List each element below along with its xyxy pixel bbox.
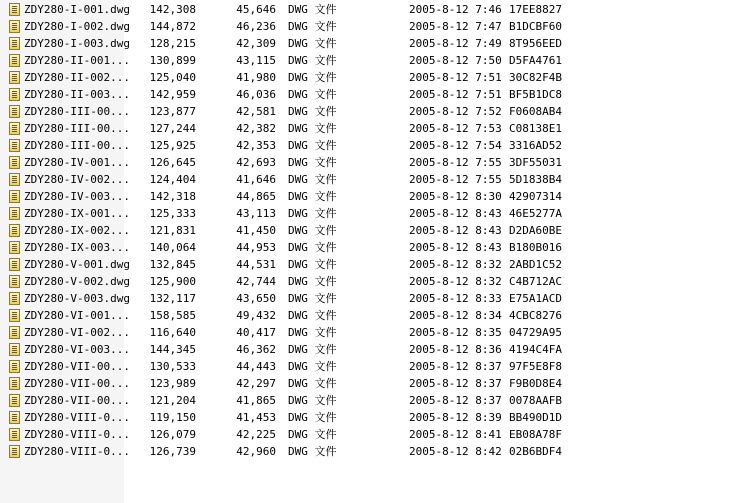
dwg-file-icon xyxy=(9,224,20,237)
file-name: ZDY280-IV-003... xyxy=(24,190,130,203)
file-modified: 2005-8-12 7:51 xyxy=(409,71,502,84)
dwg-file-icon xyxy=(9,156,20,169)
dwg-file-icon xyxy=(9,241,20,254)
file-row[interactable] xyxy=(0,324,744,341)
file-row[interactable] xyxy=(0,375,744,392)
file-type: DWG 文件 xyxy=(288,258,337,271)
file-type: DWG 文件 xyxy=(288,343,337,356)
file-size: 41,453 xyxy=(236,411,276,424)
file-name: ZDY280-II-001... xyxy=(24,54,130,67)
dwg-file-icon xyxy=(9,20,20,33)
file-modified: 2005-8-12 8:30 xyxy=(409,190,502,203)
dwg-file-icon xyxy=(9,71,20,84)
file-modified: 2005-8-12 7:46 xyxy=(409,3,502,16)
file-row[interactable] xyxy=(0,307,744,324)
file-size: 41,646 xyxy=(236,173,276,186)
dwg-file-icon xyxy=(9,54,20,67)
file-name: ZDY280-I-001.dwg xyxy=(24,3,130,16)
file-modified: 2005-8-12 7:49 xyxy=(409,37,502,50)
file-packed-size: 132,845 xyxy=(149,258,196,271)
file-size: 42,297 xyxy=(236,377,276,390)
dwg-file-icon xyxy=(9,105,20,118)
file-packed-size: 125,040 xyxy=(149,71,196,84)
file-size: 43,115 xyxy=(236,54,276,67)
file-packed-size: 123,877 xyxy=(149,105,196,118)
file-crc: E75A1ACD xyxy=(509,292,562,305)
file-name: ZDY280-IV-001... xyxy=(24,156,130,169)
file-packed-size: 142,959 xyxy=(149,88,196,101)
dwg-file-icon xyxy=(9,275,20,288)
file-type: DWG 文件 xyxy=(288,360,337,373)
file-type: DWG 文件 xyxy=(288,54,337,67)
file-modified: 2005-8-12 8:32 xyxy=(409,258,502,271)
file-type: DWG 文件 xyxy=(288,326,337,339)
file-crc: B180B016 xyxy=(509,241,562,254)
dwg-file-icon xyxy=(9,37,20,50)
file-type: DWG 文件 xyxy=(288,37,337,50)
file-name: ZDY280-IX-001... xyxy=(24,207,130,220)
file-name: ZDY280-VIII-0... xyxy=(24,445,130,458)
file-name: ZDY280-VIII-0... xyxy=(24,411,130,424)
file-crc: 30C82F4B xyxy=(509,71,562,84)
file-crc: 02B6BDF4 xyxy=(509,445,562,458)
file-crc: 04729A95 xyxy=(509,326,562,339)
file-modified: 2005-8-12 8:39 xyxy=(409,411,502,424)
file-row[interactable] xyxy=(0,86,744,103)
file-row[interactable] xyxy=(0,358,744,375)
file-type: DWG 文件 xyxy=(288,139,337,152)
file-modified: 2005-8-12 8:41 xyxy=(409,428,502,441)
file-modified: 2005-8-12 8:43 xyxy=(409,241,502,254)
file-crc: 0078AAFB xyxy=(509,394,562,407)
file-packed-size: 119,150 xyxy=(149,411,196,424)
file-row[interactable] xyxy=(0,341,744,358)
dwg-file-icon xyxy=(9,377,20,390)
file-size: 44,531 xyxy=(236,258,276,271)
dwg-file-icon xyxy=(9,292,20,305)
file-crc: BB490D1D xyxy=(509,411,562,424)
file-modified: 2005-8-12 7:47 xyxy=(409,20,502,33)
file-modified: 2005-8-12 7:50 xyxy=(409,54,502,67)
file-size: 43,113 xyxy=(236,207,276,220)
file-name: ZDY280-VII-00... xyxy=(24,360,130,373)
file-row[interactable] xyxy=(0,443,744,460)
file-type: DWG 文件 xyxy=(288,207,337,220)
file-modified: 2005-8-12 7:55 xyxy=(409,173,502,186)
file-row[interactable] xyxy=(0,103,744,120)
dwg-file-icon xyxy=(9,88,20,101)
file-size: 43,650 xyxy=(236,292,276,305)
file-modified: 2005-8-12 8:43 xyxy=(409,224,502,237)
file-modified: 2005-8-12 7:52 xyxy=(409,105,502,118)
file-type: DWG 文件 xyxy=(288,105,337,118)
file-packed-size: 132,117 xyxy=(149,292,196,305)
file-size: 45,646 xyxy=(236,3,276,16)
file-row[interactable] xyxy=(0,154,744,171)
file-name: ZDY280-VII-00... xyxy=(24,377,130,390)
file-packed-size: 125,333 xyxy=(149,207,196,220)
file-name: ZDY280-VI-001... xyxy=(24,309,130,322)
file-modified: 2005-8-12 8:34 xyxy=(409,309,502,322)
file-type: DWG 文件 xyxy=(288,224,337,237)
file-crc: 4CBC8276 xyxy=(509,309,562,322)
file-size: 44,953 xyxy=(236,241,276,254)
file-size: 49,432 xyxy=(236,309,276,322)
dwg-file-icon xyxy=(9,411,20,424)
file-crc: F0608AB4 xyxy=(509,105,562,118)
dwg-file-icon xyxy=(9,139,20,152)
file-row[interactable] xyxy=(0,290,744,307)
file-name: ZDY280-VIII-0... xyxy=(24,428,130,441)
file-name: ZDY280-III-00... xyxy=(24,122,130,135)
file-name: ZDY280-V-001.dwg xyxy=(24,258,130,271)
file-size: 42,353 xyxy=(236,139,276,152)
file-row[interactable] xyxy=(0,409,744,426)
dwg-file-icon xyxy=(9,445,20,458)
file-packed-size: 130,899 xyxy=(149,54,196,67)
file-name: ZDY280-I-002.dwg xyxy=(24,20,130,33)
file-row[interactable] xyxy=(0,171,744,188)
file-name: ZDY280-II-002... xyxy=(24,71,130,84)
file-modified: 2005-8-12 8:36 xyxy=(409,343,502,356)
file-name: ZDY280-IX-002... xyxy=(24,224,130,237)
file-modified: 2005-8-12 8:43 xyxy=(409,207,502,220)
file-type: DWG 文件 xyxy=(288,275,337,288)
file-type: DWG 文件 xyxy=(288,394,337,407)
file-type: DWG 文件 xyxy=(288,71,337,84)
file-name: ZDY280-VI-003... xyxy=(24,343,130,356)
file-row[interactable] xyxy=(0,239,744,256)
file-crc: D2DA60BE xyxy=(509,224,562,237)
dwg-file-icon xyxy=(9,207,20,220)
file-modified: 2005-8-12 8:37 xyxy=(409,360,502,373)
dwg-file-icon xyxy=(9,122,20,135)
file-size: 41,980 xyxy=(236,71,276,84)
file-packed-size: 127,244 xyxy=(149,122,196,135)
file-size: 42,225 xyxy=(236,428,276,441)
dwg-file-icon xyxy=(9,309,20,322)
file-size: 40,417 xyxy=(236,326,276,339)
file-modified: 2005-8-12 8:33 xyxy=(409,292,502,305)
dwg-file-icon xyxy=(9,360,20,373)
dwg-file-icon xyxy=(9,326,20,339)
file-type: DWG 文件 xyxy=(288,428,337,441)
dwg-file-icon xyxy=(9,343,20,356)
file-name: ZDY280-III-00... xyxy=(24,105,130,118)
file-packed-size: 121,831 xyxy=(149,224,196,237)
file-row[interactable] xyxy=(0,52,744,69)
file-row[interactable] xyxy=(0,222,744,239)
dwg-file-icon xyxy=(9,3,20,16)
file-size: 46,036 xyxy=(236,88,276,101)
file-modified: 2005-8-12 8:35 xyxy=(409,326,502,339)
file-row[interactable] xyxy=(0,120,744,137)
file-name: ZDY280-IV-002... xyxy=(24,173,130,186)
file-name: ZDY280-III-00... xyxy=(24,139,130,152)
file-row[interactable] xyxy=(0,18,744,35)
file-packed-size: 158,585 xyxy=(149,309,196,322)
file-type: DWG 文件 xyxy=(288,241,337,254)
file-size: 42,382 xyxy=(236,122,276,135)
file-crc: 3316AD52 xyxy=(509,139,562,152)
file-name: ZDY280-V-002.dwg xyxy=(24,275,130,288)
file-size: 44,865 xyxy=(236,190,276,203)
file-packed-size: 123,989 xyxy=(149,377,196,390)
file-type: DWG 文件 xyxy=(288,445,337,458)
file-modified: 2005-8-12 8:42 xyxy=(409,445,502,458)
file-packed-size: 140,064 xyxy=(149,241,196,254)
file-row[interactable] xyxy=(0,69,744,86)
file-name: ZDY280-V-003.dwg xyxy=(24,292,130,305)
file-size: 41,450 xyxy=(236,224,276,237)
file-modified: 2005-8-12 7:53 xyxy=(409,122,502,135)
file-name: ZDY280-VII-00... xyxy=(24,394,130,407)
file-size: 41,865 xyxy=(236,394,276,407)
file-size: 46,362 xyxy=(236,343,276,356)
file-name: ZDY280-II-003... xyxy=(24,88,130,101)
file-type: DWG 文件 xyxy=(288,20,337,33)
file-modified: 2005-8-12 7:55 xyxy=(409,156,502,169)
file-size: 46,236 xyxy=(236,20,276,33)
file-type: DWG 文件 xyxy=(288,309,337,322)
file-type: DWG 文件 xyxy=(288,3,337,16)
file-packed-size: 116,640 xyxy=(149,326,196,339)
file-size: 42,693 xyxy=(236,156,276,169)
file-crc: 8T956EED xyxy=(509,37,562,50)
file-type: DWG 文件 xyxy=(288,377,337,390)
file-crc: EB08A78F xyxy=(509,428,562,441)
file-packed-size: 144,872 xyxy=(149,20,196,33)
file-modified: 2005-8-12 8:37 xyxy=(409,394,502,407)
dwg-file-icon xyxy=(9,258,20,271)
file-crc: D5FA4761 xyxy=(509,54,562,67)
file-name: ZDY280-I-003.dwg xyxy=(24,37,130,50)
file-crc: 2ABD1C52 xyxy=(509,258,562,271)
file-packed-size: 125,925 xyxy=(149,139,196,152)
file-row[interactable] xyxy=(0,205,744,222)
file-crc: 97F5E8F8 xyxy=(509,360,562,373)
file-crc: BF5B1DC8 xyxy=(509,88,562,101)
file-packed-size: 125,900 xyxy=(149,275,196,288)
file-packed-size: 126,645 xyxy=(149,156,196,169)
file-row[interactable] xyxy=(0,188,744,205)
file-packed-size: 126,079 xyxy=(149,428,196,441)
file-type: DWG 文件 xyxy=(288,173,337,186)
file-type: DWG 文件 xyxy=(288,88,337,101)
file-packed-size: 142,318 xyxy=(149,190,196,203)
file-row[interactable] xyxy=(0,392,744,409)
file-crc: 3DF55031 xyxy=(509,156,562,169)
file-crc: 42907314 xyxy=(509,190,562,203)
file-packed-size: 144,345 xyxy=(149,343,196,356)
file-row[interactable] xyxy=(0,426,744,443)
file-size: 42,744 xyxy=(236,275,276,288)
file-modified: 2005-8-12 7:54 xyxy=(409,139,502,152)
file-packed-size: 130,533 xyxy=(149,360,196,373)
file-type: DWG 文件 xyxy=(288,292,337,305)
file-crc: F9B0D8E4 xyxy=(509,377,562,390)
file-size: 42,960 xyxy=(236,445,276,458)
file-type: DWG 文件 xyxy=(288,411,337,424)
dwg-file-icon xyxy=(9,428,20,441)
file-packed-size: 124,404 xyxy=(149,173,196,186)
file-crc: C08138E1 xyxy=(509,122,562,135)
file-packed-size: 126,739 xyxy=(149,445,196,458)
file-modified: 2005-8-12 8:37 xyxy=(409,377,502,390)
file-packed-size: 128,215 xyxy=(149,37,196,50)
file-crc: 17EE8827 xyxy=(509,3,562,16)
file-crc: 46E5277A xyxy=(509,207,562,220)
file-modified: 2005-8-12 7:51 xyxy=(409,88,502,101)
file-packed-size: 121,204 xyxy=(149,394,196,407)
file-size: 44,443 xyxy=(236,360,276,373)
file-type: DWG 文件 xyxy=(288,156,337,169)
file-crc: 4194C4FA xyxy=(509,343,562,356)
file-size: 42,581 xyxy=(236,105,276,118)
file-crc: 5D1838B4 xyxy=(509,173,562,186)
file-row[interactable] xyxy=(0,256,744,273)
file-modified: 2005-8-12 8:32 xyxy=(409,275,502,288)
file-row[interactable] xyxy=(0,1,744,18)
file-name: ZDY280-VI-002... xyxy=(24,326,130,339)
file-crc: B1DCBF60 xyxy=(509,20,562,33)
file-crc: C4B712AC xyxy=(509,275,562,288)
file-type: DWG 文件 xyxy=(288,190,337,203)
file-row[interactable] xyxy=(0,137,744,154)
dwg-file-icon xyxy=(9,173,20,186)
file-row[interactable] xyxy=(0,35,744,52)
file-name: ZDY280-IX-003... xyxy=(24,241,130,254)
dwg-file-icon xyxy=(9,190,20,203)
file-row[interactable] xyxy=(0,273,744,290)
file-type: DWG 文件 xyxy=(288,122,337,135)
file-packed-size: 142,308 xyxy=(149,3,196,16)
file-size: 42,309 xyxy=(236,37,276,50)
dwg-file-icon xyxy=(9,394,20,407)
